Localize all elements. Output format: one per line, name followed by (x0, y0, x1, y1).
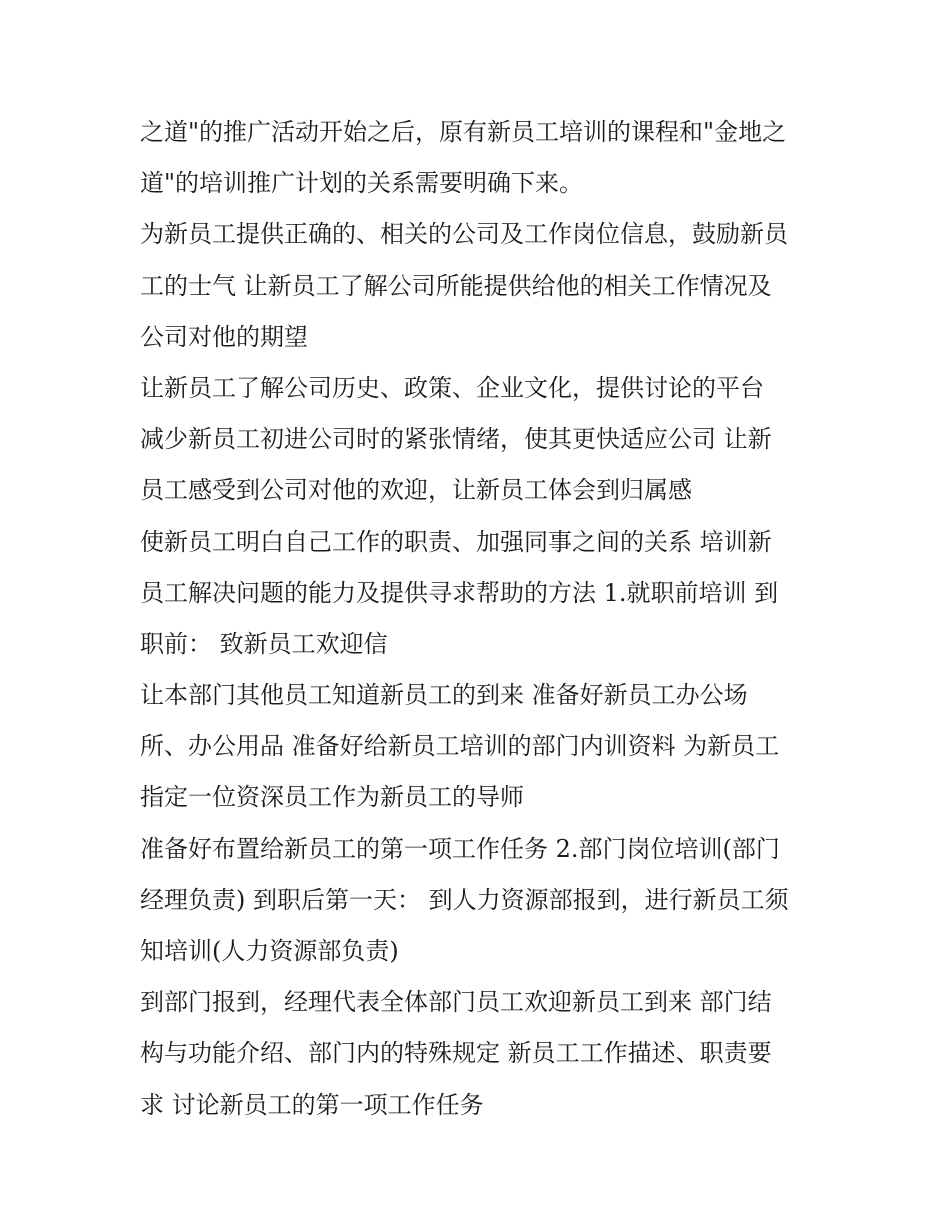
text-line: 员工感受到公司对他的欢迎，让新员工体会到归属感 (140, 476, 692, 505)
text-line: 为新员工提供正确的、相关的公司及工作岗位信息，鼓励新员 (140, 220, 788, 249)
text-line: 让本部门其他员工知道新员工的到来 准备好新员工办公场 (140, 681, 748, 710)
text-line: 之道"的推广活动开始之后，原有新员工培训的课程和"金地之 (140, 118, 787, 146)
text-line: 公司对他的期望 (140, 322, 308, 351)
text-line: 使新员工明白自己工作的职责、加强同事之间的关系 培训新 (140, 527, 772, 556)
text-line: 员工解决问题的能力及提供寻求帮助的方法 1.就职前培训 到 (140, 578, 779, 607)
text-line: 减少新员工初进公司时的紧张情绪，使其更快适应公司 让新 (140, 425, 772, 454)
text-line: 指定一位资深员工作为新员工的导师 (140, 783, 524, 812)
text-line: 求 讨论新员工的第一项工作任务 (140, 1090, 484, 1119)
text-line: 让新员工了解公司历史、政策、企业文化，提供讨论的平台 (140, 373, 764, 402)
text-line: 所、办公用品 准备好给新员工培训的部门内训资料 为新员工 (140, 732, 780, 761)
text-line: 道"的培训推广计划的关系需要明确下来。 (140, 169, 584, 198)
text-line: 准备好布置给新员工的第一项工作任务 2.部门岗位培训(部门 (140, 834, 780, 863)
text-line: 知培训(人力资源部负责) (140, 937, 399, 965)
text-line: 职前： 致新员工欢迎信 (140, 629, 388, 658)
text-line: 到部门报到，经理代表全体部门员工欢迎新员工到来 部门结 (140, 988, 772, 1017)
document-body (140, 107, 820, 1131)
text-line: 构与功能介绍、部门内的特殊规定 新员工工作描述、职责要 (140, 1039, 772, 1068)
text-line: 工的士气 让新员工了解公司所能提供给他的相关工作情况及 (140, 271, 772, 300)
text-line: 经理负责) 到职后第一天： 到人力资源部报到，进行新员工须 (140, 885, 789, 914)
